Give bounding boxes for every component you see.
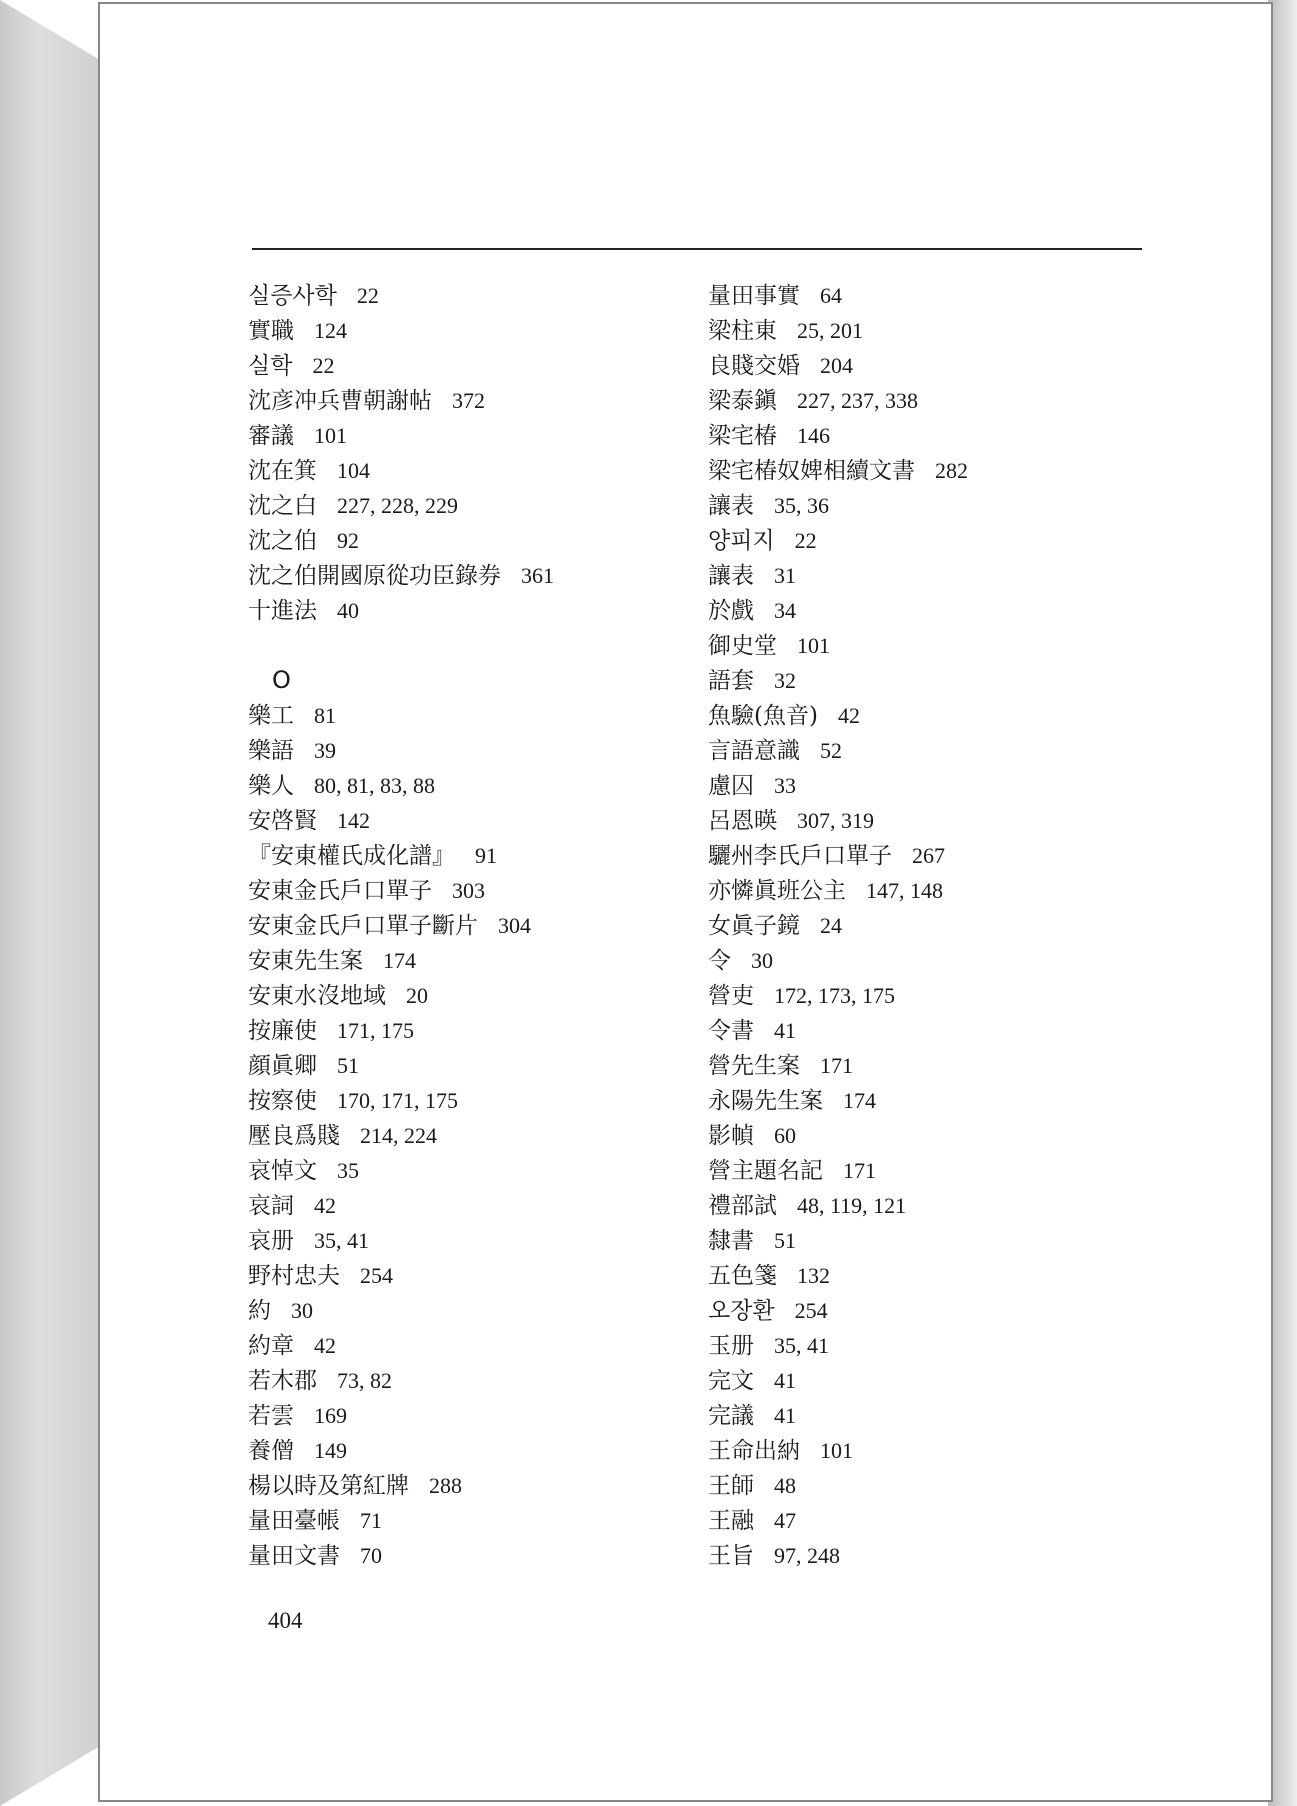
index-term: 令 (708, 948, 731, 974)
index-page-refs: 51 (337, 1053, 359, 1078)
index-term: 실학 (248, 353, 293, 379)
index-page-refs: 147, 148 (866, 878, 943, 903)
index-page-refs: 254 (794, 1298, 828, 1323)
index-page-refs: 42 (837, 703, 860, 728)
index-entry (248, 593, 678, 628)
index-entry (708, 698, 1148, 733)
index-page-refs: 81 (314, 703, 336, 728)
index-entry (248, 768, 678, 803)
index-term: 完文 (708, 1368, 754, 1394)
index-page-refs: 372 (452, 388, 485, 413)
index-page-refs: 303 (452, 878, 485, 903)
index-entry (248, 1398, 678, 1433)
index-entry (708, 313, 1148, 348)
index-term: 오장환 (708, 1298, 775, 1324)
index-term: 梁柱東 (708, 318, 777, 344)
index-entry (708, 628, 1148, 663)
index-entry (248, 278, 678, 313)
index-term: 營先生案 (708, 1053, 800, 1079)
index-term: 沈之伯開國原從功臣錄券 (248, 563, 501, 589)
index-entry (708, 943, 1148, 978)
index-entry (248, 488, 678, 523)
index-term: 魚驗(魚音) (708, 703, 818, 729)
index-term: 影幀 (708, 1123, 754, 1149)
index-page-refs: 48, 119, 121 (797, 1193, 907, 1218)
index-page-refs: 227, 237, 338 (797, 388, 918, 413)
index-entry (248, 1468, 678, 1503)
index-page-refs: 170, 171, 175 (337, 1088, 458, 1113)
index-entry (248, 1013, 678, 1048)
index-page-refs: 101 (797, 633, 830, 658)
index-term: 『安東權氏成化譜』 (248, 843, 455, 869)
index-term: 良賤交婚 (708, 353, 800, 379)
index-entry (248, 1258, 678, 1293)
index-page-refs: 35, 41 (774, 1333, 829, 1358)
index-entry (708, 838, 1148, 873)
index-term: 營吏 (708, 983, 754, 1009)
index-page-refs: 254 (360, 1263, 393, 1288)
index-term: 量田文書 (248, 1543, 340, 1569)
index-term: 言語意識 (708, 738, 800, 764)
index-term: 隸書 (708, 1228, 754, 1254)
index-entry (708, 1433, 1148, 1468)
index-entry (708, 1013, 1148, 1048)
index-term: 審議 (248, 423, 294, 449)
index-term: 量田事實 (708, 283, 800, 309)
index-page-refs: 30 (291, 1298, 313, 1323)
index-column-left (248, 278, 678, 1573)
index-page-refs: 34 (774, 598, 796, 623)
index-page-refs: 174 (383, 948, 416, 973)
index-term: 壓良爲賤 (248, 1123, 340, 1149)
index-entry (248, 1293, 678, 1328)
index-entry (248, 1118, 678, 1153)
index-page-refs: 64 (820, 283, 842, 308)
index-entry (708, 1223, 1148, 1258)
index-page-refs: 39 (314, 738, 336, 763)
index-page-refs: 47 (774, 1508, 796, 1533)
index-term: 於戲 (708, 598, 754, 624)
index-entry (708, 873, 1148, 908)
index-term: 梁泰鎭 (708, 388, 777, 414)
index-entry (248, 733, 678, 768)
index-page-refs: 267 (912, 843, 945, 868)
index-term: 實職 (248, 318, 294, 344)
index-term: 按察使 (248, 1088, 317, 1114)
index-column-right (708, 278, 1148, 1573)
index-term: 讓表 (708, 493, 754, 519)
index-page-refs: 307, 319 (797, 808, 874, 833)
section-gap (248, 628, 678, 663)
index-page-refs: 174 (843, 1088, 876, 1113)
index-term: 十進法 (248, 598, 317, 624)
index-entry (248, 978, 678, 1013)
index-page-refs: 33 (774, 773, 796, 798)
index-term: 哀悼文 (248, 1158, 317, 1184)
index-page-refs: 71 (360, 1508, 382, 1533)
index-entry (248, 1433, 678, 1468)
index-page-refs: 149 (314, 1438, 347, 1463)
index-term: 量田臺帳 (248, 1508, 340, 1534)
index-page-refs: 361 (521, 563, 554, 588)
index-entry (708, 908, 1148, 943)
index-term: 女眞子鏡 (708, 913, 800, 939)
index-entry (708, 978, 1148, 1013)
index-term: 令書 (708, 1018, 754, 1044)
index-entry (708, 1503, 1148, 1538)
index-term: 梁宅椿 (708, 423, 777, 449)
index-term: 安東金氏戶口單子斷片 (248, 913, 478, 939)
index-term: 呂恩暎 (708, 808, 777, 834)
index-term: 約章 (248, 1333, 294, 1359)
index-term: 按廉使 (248, 1018, 317, 1044)
index-entry (248, 348, 678, 383)
index-term: 安啓賢 (248, 808, 317, 834)
index-term: 安東水沒地域 (248, 983, 386, 1009)
index-term: 沈之伯 (248, 528, 317, 554)
index-entry (248, 523, 678, 558)
index-page-refs: 92 (337, 528, 359, 553)
index-page-refs: 22 (312, 353, 335, 378)
index-entry (708, 383, 1148, 418)
index-entry (708, 348, 1148, 383)
book-spine (0, 0, 100, 1806)
index-term: 若木郡 (248, 1368, 317, 1394)
index-entry (708, 593, 1148, 628)
index-entry (248, 313, 678, 348)
index-entry (708, 1293, 1148, 1328)
index-page-refs: 20 (406, 983, 428, 1008)
index-entry (248, 453, 678, 488)
index-term: 哀詞 (248, 1193, 294, 1219)
index-entry (708, 803, 1148, 838)
index-term: 沈在箕 (248, 458, 317, 484)
index-term: 樂工 (248, 703, 294, 729)
index-entry (708, 1468, 1148, 1503)
index-page-refs: 171 (843, 1158, 876, 1183)
index-term: 王命出納 (708, 1438, 800, 1464)
index-page-refs: 101 (820, 1438, 853, 1463)
index-entry (708, 1363, 1148, 1398)
index-page-refs: 73, 82 (337, 1368, 392, 1393)
index-page-refs: 41 (774, 1368, 796, 1393)
index-term: 顔眞卿 (248, 1053, 317, 1079)
index-entry (708, 1188, 1148, 1223)
index-page-refs: 171, 175 (337, 1018, 414, 1043)
index-entry (708, 453, 1148, 488)
index-entry (248, 908, 678, 943)
index-term: 讓表 (708, 563, 754, 589)
index-entry (708, 1118, 1148, 1153)
index-page-refs: 24 (820, 913, 842, 938)
index-term: 慮囚 (708, 773, 754, 799)
index-page-refs: 97, 248 (774, 1543, 840, 1568)
index-term: 실증사학 (248, 283, 337, 309)
index-entry (708, 1398, 1148, 1433)
header-rule (252, 248, 1142, 250)
index-term: 營主題名記 (708, 1158, 823, 1184)
page-number: 404 (268, 1608, 303, 1633)
index-term: 哀册 (248, 1228, 294, 1254)
index-entry (708, 558, 1148, 593)
index-term: 亦憐眞班公主 (708, 878, 846, 904)
index-page-refs: 35, 41 (314, 1228, 369, 1253)
index-term: 楊以時及第紅牌 (248, 1473, 409, 1499)
index-term: 梁宅椿奴婢相續文書 (708, 458, 915, 484)
index-page-refs: 80, 81, 83, 88 (314, 773, 435, 798)
index-page-refs: 60 (774, 1123, 796, 1148)
index-term: 永陽先生案 (708, 1088, 823, 1114)
index-group-1 (248, 278, 678, 628)
index-term: 王旨 (708, 1543, 754, 1569)
index-page-refs: 172, 173, 175 (774, 983, 895, 1008)
index-entry (248, 698, 678, 733)
index-entry (708, 663, 1148, 698)
index-page-refs: 204 (820, 353, 853, 378)
index-page-refs: 52 (820, 738, 842, 763)
index-term: 樂人 (248, 773, 294, 799)
index-term: 御史堂 (708, 633, 777, 659)
index-page-refs: 22 (794, 528, 817, 553)
index-page-refs: 70 (360, 1543, 382, 1568)
index-page-refs: 146 (797, 423, 830, 448)
index-entry (708, 418, 1148, 453)
index-entry (708, 768, 1148, 803)
index-entry (248, 1083, 678, 1118)
index-entry (708, 1153, 1148, 1188)
index-term: 安東先生案 (248, 948, 363, 974)
index-entry (248, 558, 678, 593)
index-page-refs: 22 (356, 283, 379, 308)
index-entry (248, 1538, 678, 1573)
index-entry (248, 1363, 678, 1398)
index-page-refs: 41 (774, 1403, 796, 1428)
index-term: 完議 (708, 1403, 754, 1429)
index-page-refs: 214, 224 (360, 1123, 437, 1148)
index-entry (708, 733, 1148, 768)
index-entry (248, 383, 678, 418)
index-term: 양피지 (708, 528, 775, 554)
index-page-refs: 40 (337, 598, 359, 623)
index-page-refs: 30 (751, 948, 773, 973)
index-entry (248, 943, 678, 978)
index-entry (248, 1153, 678, 1188)
index-entry (248, 1223, 678, 1258)
index-entry (248, 803, 678, 838)
index-page-refs: 288 (429, 1473, 462, 1498)
index-page-refs: 171 (820, 1053, 853, 1078)
index-page-refs: 104 (337, 458, 370, 483)
index-term: 沈之白 (248, 493, 317, 519)
index-term: 樂語 (248, 738, 294, 764)
index-page-refs: 124 (314, 318, 347, 343)
index-term: 語套 (708, 668, 754, 694)
index-page-refs: 169 (314, 1403, 347, 1428)
section-heading: O (272, 666, 291, 694)
index-term: 玉册 (708, 1333, 754, 1359)
index-term: 野村忠夫 (248, 1263, 340, 1289)
index-term: 五色箋 (708, 1263, 777, 1289)
index-entry (708, 1538, 1148, 1573)
index-term: 若雲 (248, 1403, 294, 1429)
index-entry (708, 1083, 1148, 1118)
index-entry (248, 1328, 678, 1363)
index-term: 禮部試 (708, 1193, 777, 1219)
index-page-refs: 51 (774, 1228, 796, 1253)
index-entry (708, 1258, 1148, 1293)
index-term: 王師 (708, 1473, 754, 1499)
spine-top-bevel (0, 0, 100, 60)
index-entry (248, 1048, 678, 1083)
index-entry (708, 523, 1148, 558)
index-page-refs: 227, 228, 229 (337, 493, 458, 518)
index-page-refs: 41 (774, 1018, 796, 1043)
index-term: 沈彦冲兵曹朝謝帖 (248, 388, 432, 414)
index-term: 驪州李氏戶口單子 (708, 843, 892, 869)
index-page-refs: 101 (314, 423, 347, 448)
index-entry (248, 1188, 678, 1223)
index-entry (708, 488, 1148, 523)
index-page-refs: 31 (774, 563, 796, 588)
index-entry (248, 1503, 678, 1538)
index-page-refs: 132 (797, 1263, 830, 1288)
index-page-refs: 35, 36 (774, 493, 829, 518)
index-entry (708, 1048, 1148, 1083)
index-page-refs: 42 (314, 1333, 336, 1358)
index-entry (708, 1328, 1148, 1363)
index-group-2 (248, 698, 678, 1573)
index-entry (248, 873, 678, 908)
index-page-refs: 304 (498, 913, 531, 938)
index-page-refs: 35 (337, 1158, 359, 1183)
index-entry (708, 278, 1148, 313)
index-page-refs: 25, 201 (797, 318, 863, 343)
index-page-refs: 91 (475, 843, 497, 868)
index-term: 王融 (708, 1508, 754, 1534)
index-term: 安東金氏戶口單子 (248, 878, 432, 904)
index-page-refs: 32 (774, 668, 796, 693)
index-entry (248, 418, 678, 453)
index-term: 約 (248, 1298, 271, 1324)
index-page-refs: 142 (337, 808, 370, 833)
index-page-refs: 282 (935, 458, 968, 483)
index-term: 養僧 (248, 1438, 294, 1464)
index-page-refs: 42 (314, 1193, 336, 1218)
index-page-refs: 48 (774, 1473, 796, 1498)
index-entry (248, 838, 678, 873)
spine-bottom-bevel (0, 1746, 100, 1806)
